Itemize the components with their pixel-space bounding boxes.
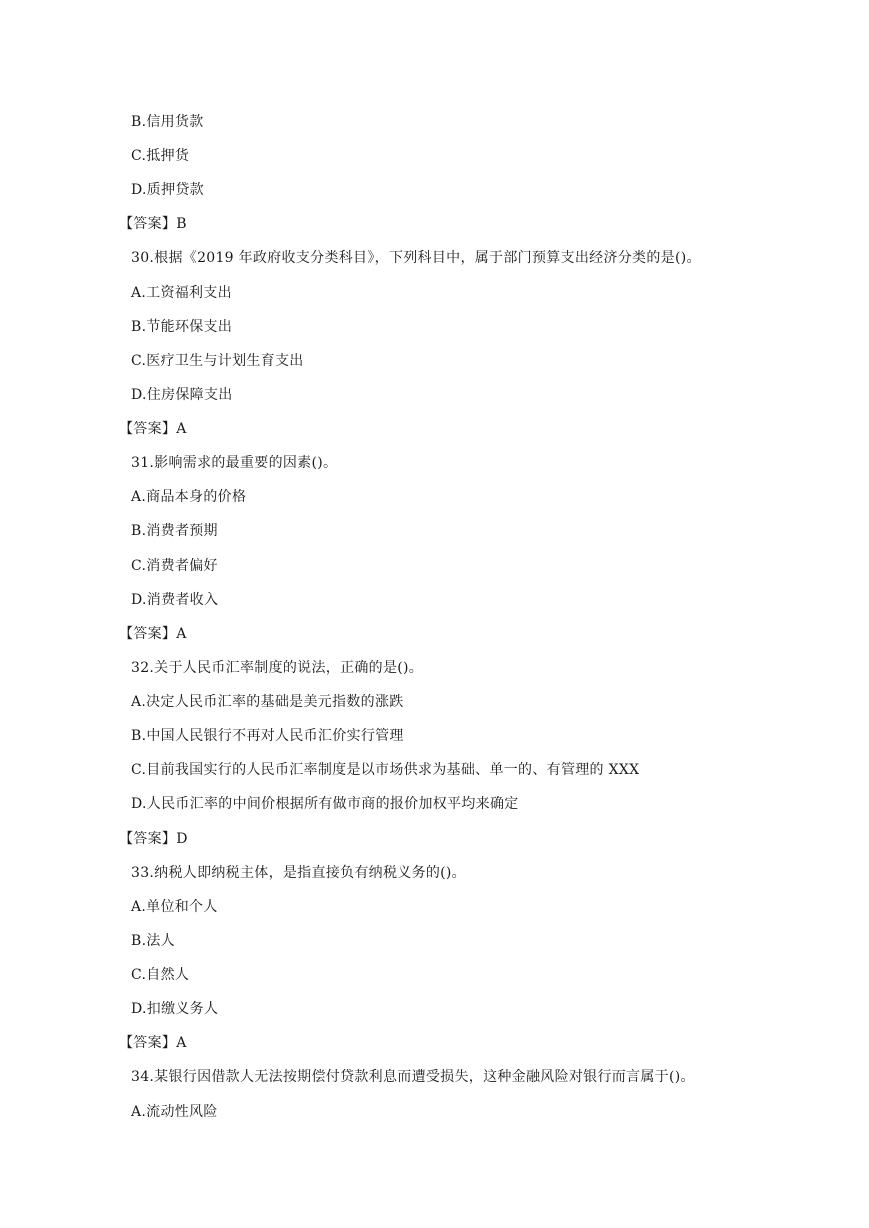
option-b: B.法人 xyxy=(131,933,175,949)
question-31: 31.影响需求的最重要的因素()。 xyxy=(131,455,338,471)
answer-33: 【答案】A xyxy=(119,1035,187,1051)
option-d: D.住房保障支出 xyxy=(131,387,233,403)
option-a: A.工资福利支出 xyxy=(131,285,232,301)
option-d: D.消费者收入 xyxy=(131,592,219,608)
option-d: D.质押贷款 xyxy=(131,182,204,198)
option-b: B.消费者预期 xyxy=(131,523,218,539)
option-c: C.目前我国实行的人民币汇率制度是以市场供求为基础、单一的、有管理的 XXX xyxy=(131,762,640,778)
answer-29: 【答案】B xyxy=(119,216,187,232)
option-a: A.商品本身的价格 xyxy=(131,489,247,505)
option-c: C.消费者偏好 xyxy=(131,558,218,574)
option-c: C.抵押货 xyxy=(131,148,190,164)
option-b: B.中国人民银行不再对人民币汇价实行管理 xyxy=(131,728,404,744)
question-33: 33.纳税人即纳税主体，是指直接负有纳税义务的()。 xyxy=(131,865,466,881)
option-a: A.单位和个人 xyxy=(131,899,218,915)
answer-31: 【答案】A xyxy=(119,626,187,642)
option-b: B.信用货款 xyxy=(131,114,204,130)
option-a: A.决定人民币汇率的基础是美元指数的涨跌 xyxy=(131,694,404,710)
option-c: C.自然人 xyxy=(131,967,190,983)
option-c: C.医疗卫生与计划生育支出 xyxy=(131,353,304,369)
question-30: 30.根据《2019 年政府收支分类科目》，下列科目中，属于部门预算支出经济分类的是()。 xyxy=(131,250,701,266)
option-d: D.扣缴义务人 xyxy=(131,1001,219,1017)
option-d: D.人民币汇率的中间价根据所有做市商的报价加权平均来确定 xyxy=(131,796,519,812)
answer-32: 【答案】D xyxy=(119,831,188,847)
answer-30: 【答案】A xyxy=(119,421,187,437)
option-a: A.流动性风险 xyxy=(131,1104,218,1120)
question-34: 34.某银行因借款人无法按期偿付贷款利息而遭受损失，这种金融风险对银行而言属于()。 xyxy=(131,1069,695,1085)
option-b: B.节能环保支出 xyxy=(131,319,233,335)
question-32: 32.关于人民币汇率制度的说法，正确的是()。 xyxy=(131,660,424,676)
